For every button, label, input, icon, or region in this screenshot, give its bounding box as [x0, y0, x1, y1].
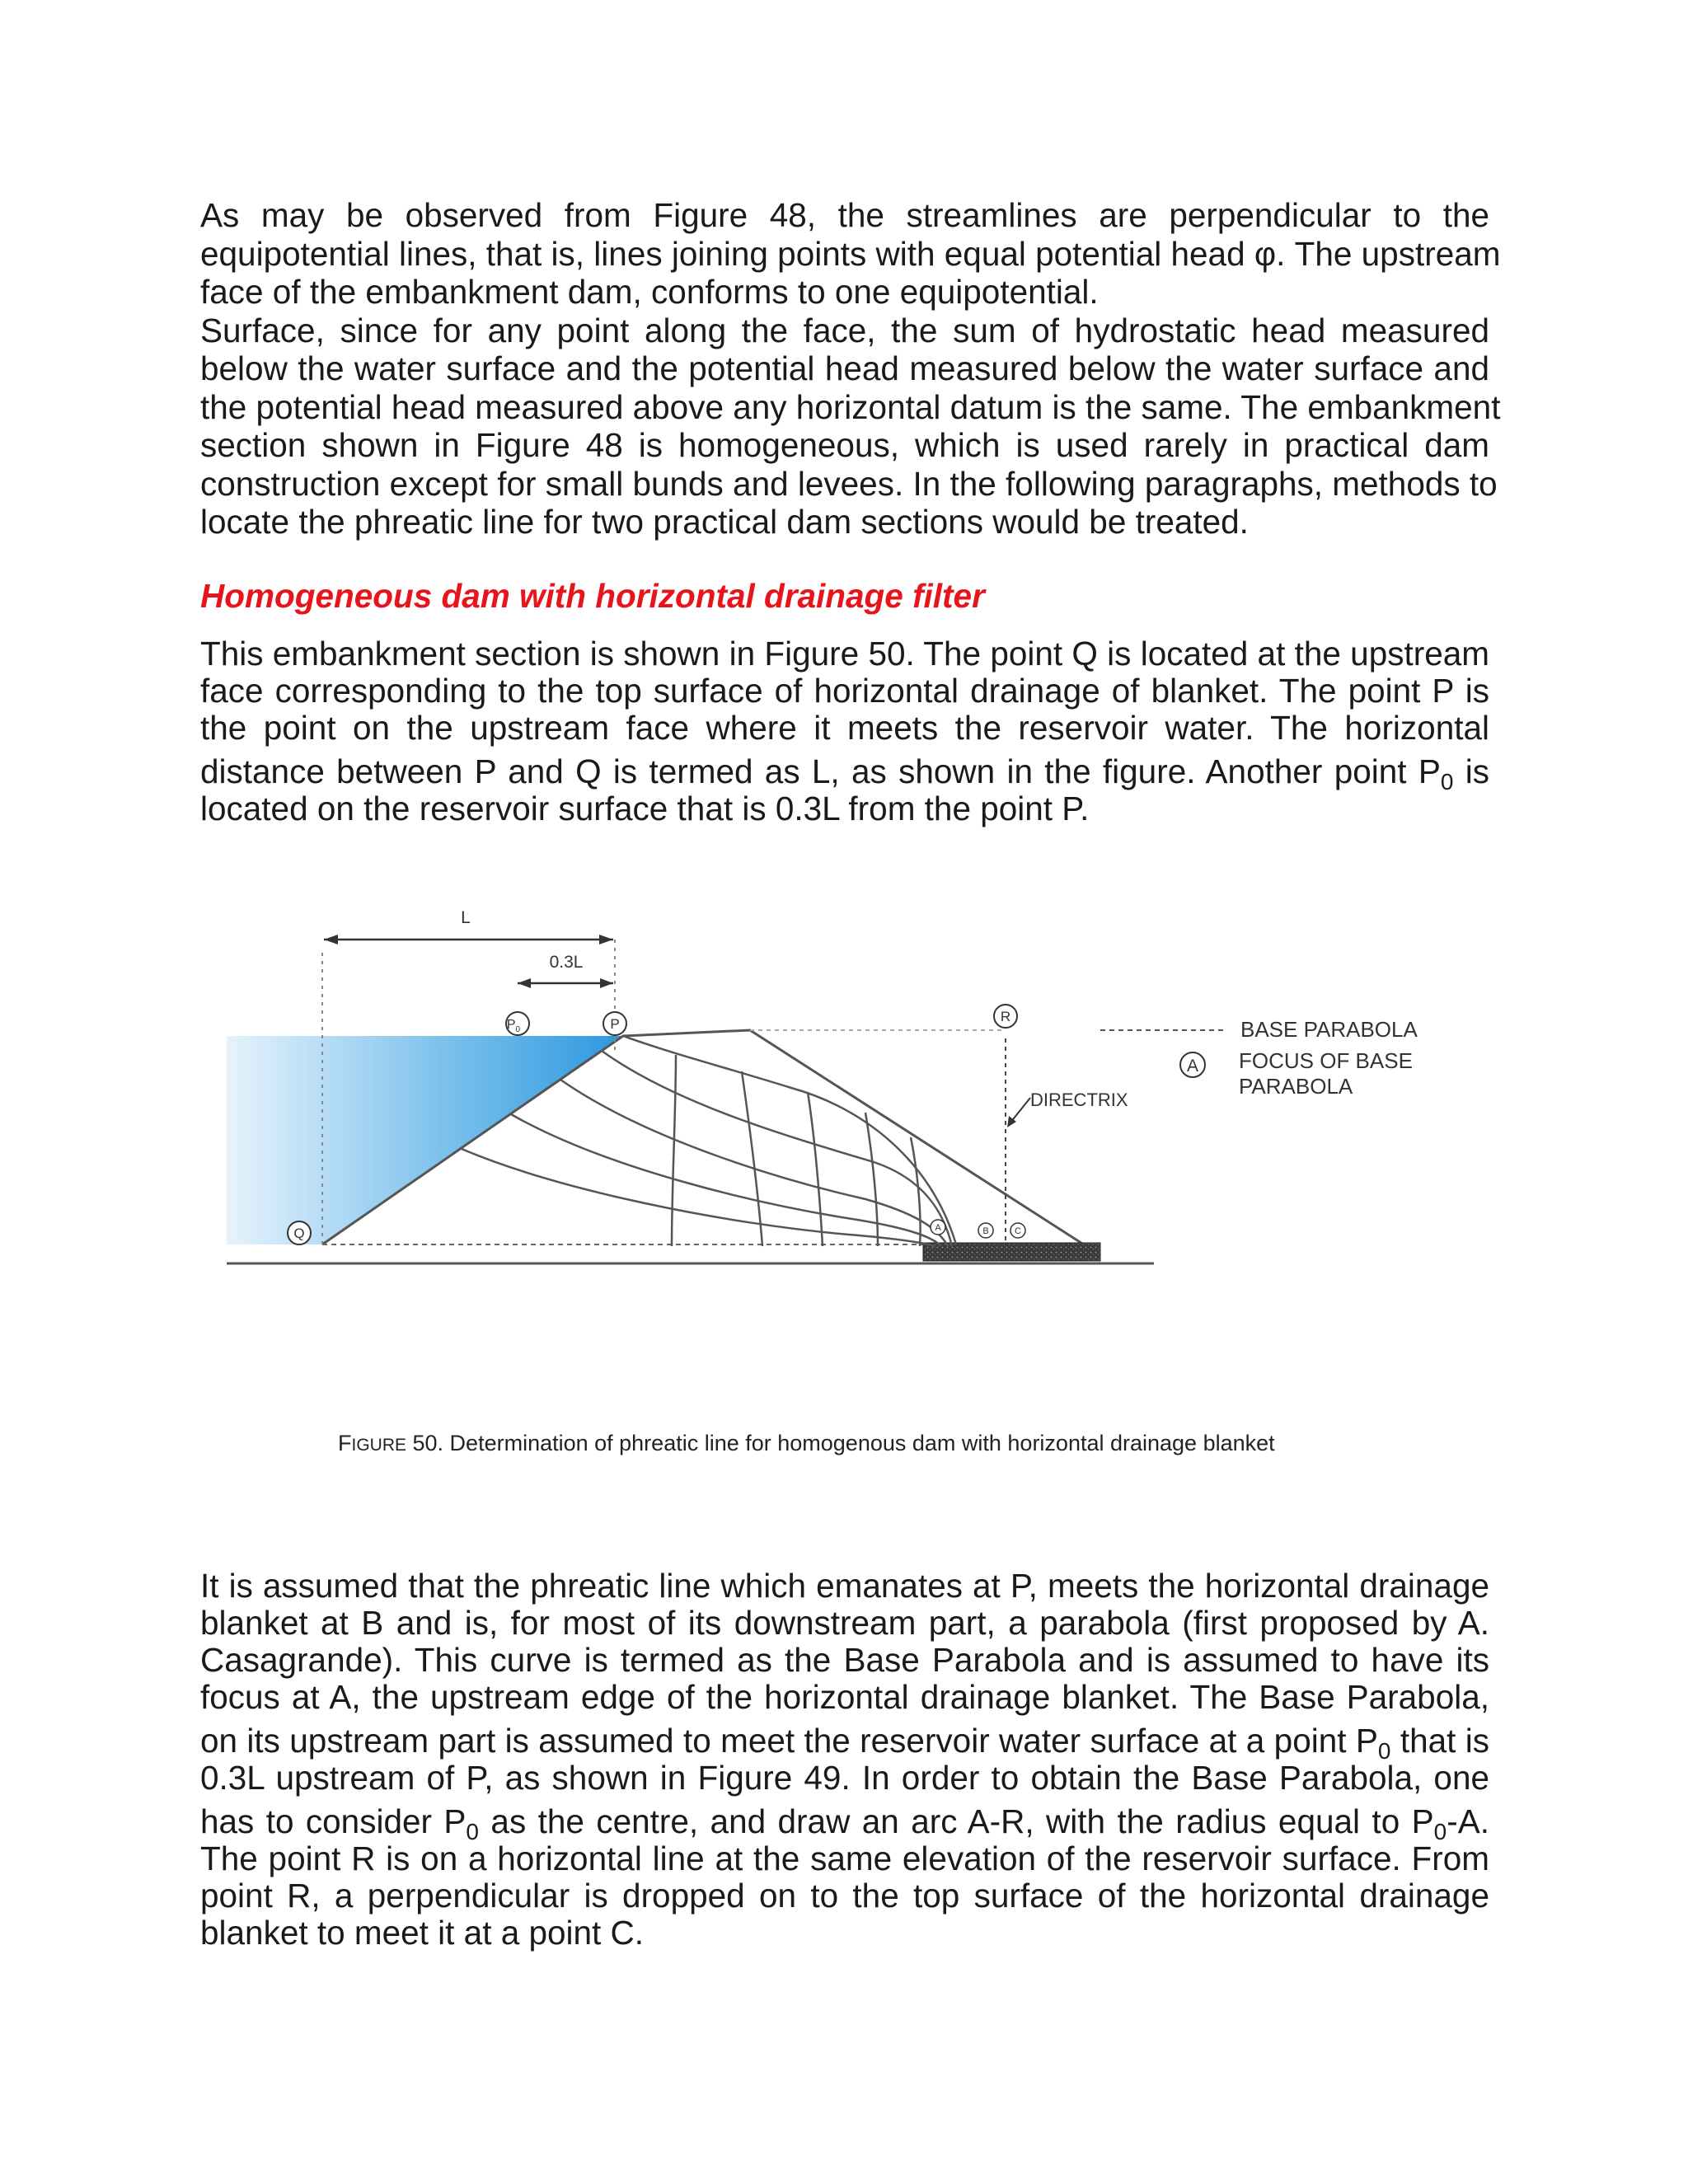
- text-line: face of the embankment dam, conforms to one equipotential.: [200, 273, 1099, 311]
- arrow-head: [600, 978, 613, 988]
- text-line: located on the reservoir surface that is 0.3L from the point P.: [200, 790, 1090, 827]
- figure-caption: FIGURE 50. Determination of phreatic line for homogenous dam with horizontal drainage blanket: [338, 1431, 1275, 1455]
- text-line: Surface, since for any point along the face, the sum of hydrostatic head measured: [200, 311, 1489, 349]
- text-line: focus at A, the upstream edge of the horizontal drainage blanket. The Base Parabola,: [200, 1678, 1489, 1716]
- directrix-pointer: [1010, 1098, 1030, 1122]
- text-line: construction except for small bunds and levees. In the following paragraphs, methods to: [200, 464, 1498, 503]
- text-line: has to consider $P_0$ as the centre, and draw an arc A-R, with the radius equal to $P_0-A$.: [200, 1802, 1489, 1844]
- point-C-label: C: [1015, 1226, 1021, 1236]
- point-P0-subscript: 0: [515, 1025, 521, 1034]
- point-B-label: B: [982, 1226, 989, 1236]
- point-R-label: R: [1000, 1009, 1011, 1024]
- streamline: [462, 1149, 935, 1246]
- label-L: L: [461, 908, 471, 927]
- text-line: The point R is on a horizontal line at the same elevation of the reservoir surface. From: [200, 1840, 1489, 1877]
- text-line: As may be observed from Figure 48, the streamlines are perpendicular to the: [200, 196, 1489, 234]
- point-P-label: P: [610, 1016, 620, 1032]
- text-line: below the water surface and the potential head measured below the water surface and: [200, 349, 1489, 387]
- equipotential-lines: [672, 1055, 921, 1246]
- explanation-paragraph: [200, 1568, 1489, 1952]
- equipotential-line: [865, 1113, 878, 1246]
- equipotential-line: [808, 1092, 823, 1246]
- arrow-head: [518, 978, 531, 988]
- text-line: This embankment section is shown in Figure 50. The point Q is located at the upstream: [200, 635, 1489, 673]
- text-line: blanket to meet it at a point C.: [200, 1914, 645, 1952]
- text-line: It is assumed that the phreatic line which emanates at P, meets the horizontal drainage: [200, 1567, 1489, 1605]
- section-paragraph: [200, 635, 1489, 827]
- text-line: equipotential lines, that is, lines joining points with equal potential head φ. The upstream: [200, 234, 1501, 273]
- text-line: face corresponding to the top surface of horizontal drainage of blanket. The point P is: [200, 672, 1489, 710]
- text-line: blanket at B and is, for most of its downstream part, a parabola (first proposed by A.: [200, 1604, 1489, 1642]
- text-line: distance between P and Q is termed as L, as shown in the figure. Another point $P_0$ is: [200, 752, 1489, 794]
- point-Q-label: Q: [293, 1226, 305, 1241]
- text-line: the point on the upstream face where it meets the reservoir water. The horizontal: [200, 709, 1489, 747]
- dam-phreatic-line-figure: [214, 890, 1467, 1286]
- legend-focus-label-line2: PARABOLA: [1239, 1074, 1353, 1099]
- intro-paragraph: [200, 196, 1501, 541]
- arrow-head: [599, 935, 613, 944]
- text-line: the potential head measured above any horizontal datum is the same. The embankment: [200, 387, 1501, 426]
- equipotential-line: [742, 1071, 762, 1246]
- text-line: section shown in Figure 48 is homogeneous, which is used rarely in practical dam: [200, 426, 1489, 464]
- text-line: 0.3L upstream of P, as shown in Figure 49. In order to obtain the Base Parabola, one: [200, 1759, 1489, 1797]
- directrix-label: DIRECTRIX: [1030, 1090, 1128, 1110]
- text-line: point R, a perpendicular is dropped on to the top surface of the horizontal drainage: [200, 1877, 1489, 1915]
- text-line: Casagrande). This curve is termed as the Base Parabola and is assumed to have its: [200, 1641, 1489, 1679]
- text-line: locate the phreatic line for two practical dam sections would be treated.: [200, 503, 1249, 541]
- point-P0-label: P: [506, 1018, 516, 1032]
- equipotential-line: [672, 1055, 676, 1246]
- arrow-head: [324, 935, 338, 944]
- legend-focus-symbol: A: [1186, 1057, 1199, 1076]
- text-line: on its upstream part is assumed to meet the reservoir water surface at a point $P_0$ that is: [200, 1722, 1489, 1764]
- point-A-label: A: [935, 1223, 941, 1233]
- legend-focus-label-line1: FOCUS OF BASE: [1239, 1048, 1413, 1073]
- legend-base-parabola-label: BASE PARABOLA: [1240, 1017, 1418, 1042]
- label-0.3L: 0.3L: [549, 953, 584, 972]
- section-heading: Homogeneous dam with horizontal drainage filter: [200, 577, 985, 615]
- drainage-blanket: [923, 1243, 1100, 1261]
- equipotential-line: [911, 1137, 921, 1246]
